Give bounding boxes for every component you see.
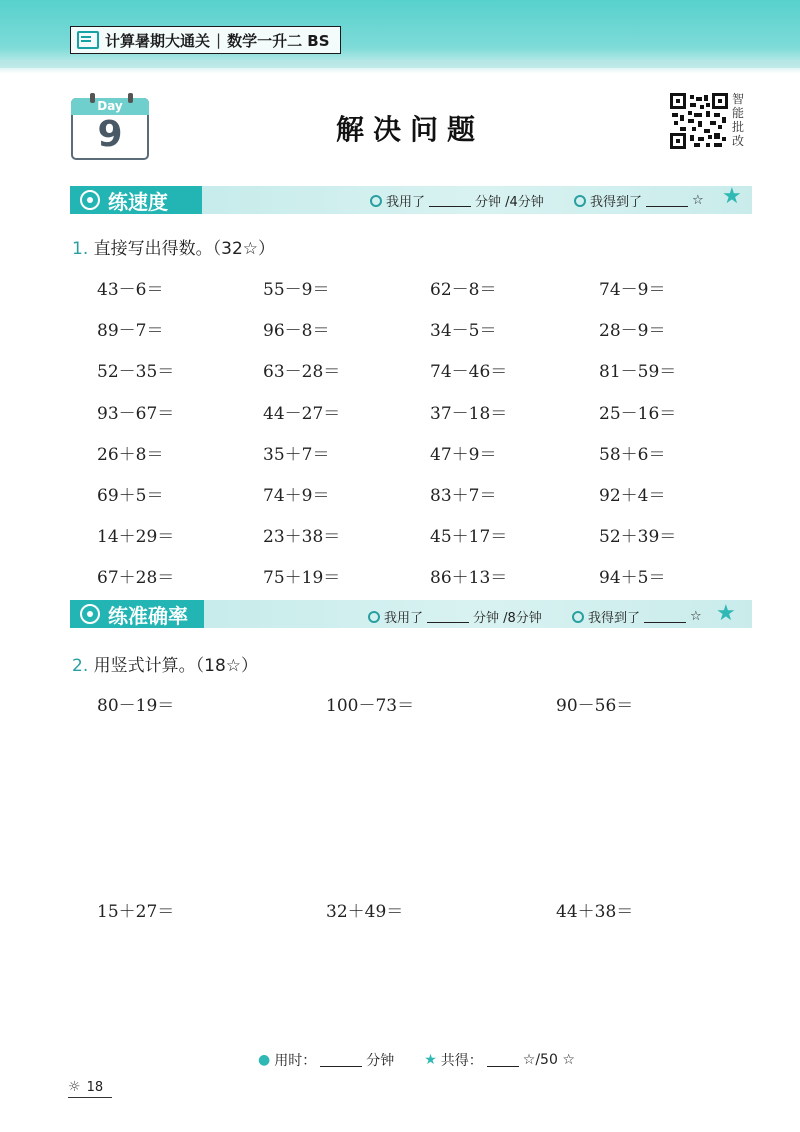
score-accuracy <box>572 607 702 626</box>
problem-q2-1-2: 100－73＝ <box>326 696 415 716</box>
problem-q2-1-3: 90－56＝ <box>556 696 634 716</box>
section-accuracy-tag <box>70 600 204 628</box>
series-title: 计算暑期大通关 <box>105 31 211 50</box>
problem-q1-6-4: 92＋4＝ <box>599 486 666 506</box>
problem-q1-2-1: 89－7＝ <box>97 321 164 341</box>
time-used-label: 我用了 <box>384 611 424 626</box>
question-1-text: 直接写出得数。（32☆） <box>93 239 276 259</box>
problem-q1-7-2: 23＋38＝ <box>263 527 341 547</box>
star-badge-icon: ★ <box>716 601 736 626</box>
time-used-accuracy <box>368 607 542 626</box>
time-blank[interactable] <box>429 194 471 207</box>
problem-q1-8-2: 75＋19＝ <box>263 568 341 588</box>
problem-q1-5-4: 58＋6＝ <box>599 445 666 465</box>
sun-icon: ☼ <box>68 1079 81 1095</box>
header-separator: | <box>216 31 222 49</box>
problem-q1-5-2: 35＋7＝ <box>263 445 330 465</box>
footer-time-label: 用时： <box>274 1053 317 1069</box>
problem-q1-1-1: 43－6＝ <box>97 280 164 300</box>
problem-q1-4-2: 44－27＝ <box>263 404 341 424</box>
score-blank[interactable] <box>646 194 688 207</box>
problem-q1-3-4: 81－59＝ <box>599 362 677 382</box>
problem-q1-3-1: 52－35＝ <box>97 362 175 382</box>
time-limit-label: 分钟 /8分钟 <box>473 611 542 626</box>
problem-q1-8-3: 86＋13＝ <box>430 568 508 588</box>
stopwatch-icon <box>80 190 100 210</box>
problem-q2-2-2: 32＋49＝ <box>326 902 404 922</box>
page-title: 解决问题 <box>335 113 484 146</box>
series-header <box>70 26 341 54</box>
clock-icon: ● <box>258 1052 271 1068</box>
section-accuracy-title: 练准确率 <box>108 603 188 628</box>
footer-time-blank[interactable] <box>320 1054 362 1067</box>
problem-q1-7-4: 52＋39＝ <box>599 527 677 547</box>
problem-q1-8-4: 94＋5＝ <box>599 568 666 588</box>
page-number <box>68 1079 103 1095</box>
problem-q1-2-4: 28－9＝ <box>599 321 666 341</box>
footer-summary <box>258 1050 575 1070</box>
question-1 <box>72 234 275 259</box>
problem-q1-4-1: 93－67＝ <box>97 404 175 424</box>
problem-q1-7-1: 14＋29＝ <box>97 527 175 547</box>
problem-q1-2-3: 34－5＝ <box>430 321 497 341</box>
star-badge-icon: ★ <box>722 184 742 209</box>
check-icon <box>572 611 584 623</box>
problem-q1-1-2: 55－9＝ <box>263 280 330 300</box>
section-speed-title: 练速度 <box>108 189 168 214</box>
time-used-label: 我用了 <box>386 195 426 210</box>
problem-q2-1-1: 80－19＝ <box>97 696 175 716</box>
banner-edge <box>0 60 800 74</box>
problem-q1-5-3: 47＋9＝ <box>430 445 497 465</box>
problem-q1-6-1: 69＋5＝ <box>97 486 164 506</box>
problem-q2-2-3: 44＋38＝ <box>556 902 634 922</box>
question-1-number: 1. <box>72 239 89 259</box>
score-label: 我得到了 <box>588 611 641 626</box>
page-number-rule <box>68 1097 112 1098</box>
problem-q1-1-4: 74－9＝ <box>599 280 666 300</box>
score-speed <box>574 191 704 210</box>
calendar-ring-icon <box>90 93 95 103</box>
question-2-number: 2. <box>72 656 89 676</box>
problem-q1-7-3: 45＋17＝ <box>430 527 508 547</box>
problem-q1-8-1: 67＋28＝ <box>97 568 175 588</box>
problem-q1-2-2: 96－8＝ <box>263 321 330 341</box>
page-number-text: 18 <box>86 1079 104 1095</box>
qr-code-icon[interactable] <box>670 93 728 149</box>
footer-total-blank[interactable] <box>487 1054 519 1067</box>
day-number: 9 <box>97 114 123 155</box>
score-star: ☆ <box>692 193 704 208</box>
problem-q1-4-4: 25－16＝ <box>599 404 677 424</box>
section-speed-tag <box>70 186 202 214</box>
problem-q1-6-3: 83＋7＝ <box>430 486 497 506</box>
timer-icon <box>368 611 380 623</box>
star-icon: ★ <box>424 1052 437 1068</box>
problem-q1-1-3: 62－8＝ <box>430 280 497 300</box>
question-2 <box>72 651 258 676</box>
day-label: Day <box>71 98 149 115</box>
footer-time-unit: 分钟 <box>366 1053 395 1069</box>
subject-label: 数学一升二 BS <box>227 31 330 50</box>
footer-time <box>258 1050 394 1070</box>
question-2-text: 用竖式计算。（18☆） <box>93 656 259 676</box>
problem-q2-2-1: 15＋27＝ <box>97 902 175 922</box>
footer-total-label: 共得： <box>440 1053 483 1069</box>
time-limit-label: 分钟 /4分钟 <box>475 195 544 210</box>
book-icon <box>77 31 99 49</box>
timer-icon <box>370 195 382 207</box>
footer-total-suffix: ☆/50 ☆ <box>522 1052 575 1068</box>
problem-q1-4-3: 37－18＝ <box>430 404 508 424</box>
time-blank[interactable] <box>427 610 469 623</box>
smart-grading-label: 智能批改 <box>732 92 745 148</box>
calendar-ring-icon <box>128 93 133 103</box>
score-blank[interactable] <box>644 610 686 623</box>
problem-q1-5-1: 26＋8＝ <box>97 445 164 465</box>
problem-q1-3-2: 63－28＝ <box>263 362 341 382</box>
target-icon <box>80 604 100 624</box>
problem-q1-6-2: 74＋9＝ <box>263 486 330 506</box>
footer-total <box>424 1050 575 1070</box>
check-icon <box>574 195 586 207</box>
time-used-speed <box>370 191 544 210</box>
problem-q1-3-3: 74－46＝ <box>430 362 508 382</box>
score-star: ☆ <box>690 609 702 624</box>
score-label: 我得到了 <box>590 195 643 210</box>
